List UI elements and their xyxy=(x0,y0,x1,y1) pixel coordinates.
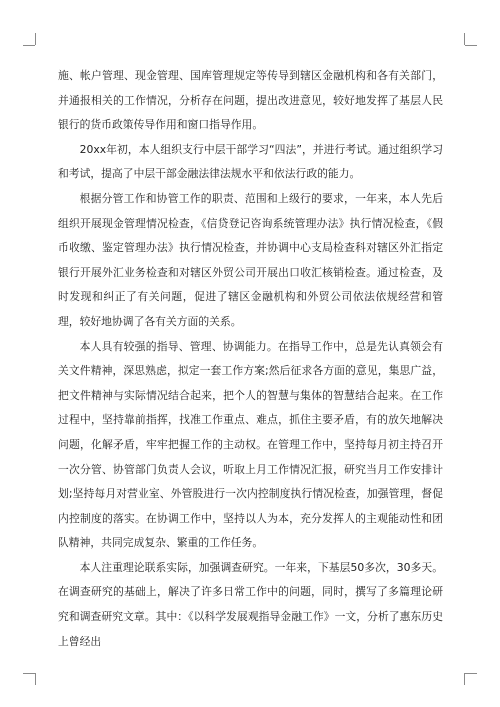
document-body xyxy=(58,64,443,654)
paragraph: 本人具有较强的指导、管理、协调能力。在指导工作中，总是先认真领会有关文件精神，深思熟虑，拟定一套工作方案;然后征求各方面的意见，集思广益，把文件精神与实际情况结合起来，把个人的智慧与集体的智慧结合起来。在工作过程中，坚持靠前指挥，找准工作重点、难点，抓住主要矛盾，有的放矢地解决问题，化解矛盾，牢牢把握工作的主动权。在管理工作中，坚持每月初主持召开一次分管、协管部门负责人会议，听取上月工作情况汇报，研究当月工作安排计划;坚持每月对营业室、外管股进行一次内控制度执行情况检查，加强管理，督促内控制度的落实。在协调工作中，坚持以人为本，充分发挥人的主观能动性和团队精神，共同完成复杂、繁重的工作任务。 xyxy=(58,339,443,550)
paragraph: 20xx年初，本人组织支行中层干部学习“四法”，并进行考试。通过组织学习和考试，提高了中层干部金融法律法规水平和依法行政的能力。 xyxy=(58,142,443,181)
paragraph: 本人注重理论联系实际，加强调查研究。一年来，下基层50多次，30多天。在调查研究的基础上，解决了许多日常工作中的问题，同时，撰写了多篇理论研究和调查研究文章。其中：《以科学发展观指导金融工作》一文，分析了惠东历史上曾经出 xyxy=(58,560,443,648)
paragraph: 施、帐户管理、现金管理、国库管理规定等传导到辖区金融机构和各有关部门，并通报相关的工作情况，分析存在问题，提出改进意见，较好地发挥了基层人民银行的货币政策传导作用和窗口指导作用。 xyxy=(58,69,443,132)
paragraph: 根据分管工作和协管工作的职责、范围和上级行的要求，一年来，本人先后组织开展现金管理情况检查，《信贷登记咨询系统管理办法》执行情况检查，《假币收缴、鉴定管理办法》执行情况检查，并协调中心支局检查科对辖区外汇指定银行开展外汇业务检查和对辖区外贸公司开展出口收汇核销检查。通过检查，及时发现和纠正了有关问题，促进了辖区金融机构和外贸公司依法依规经营和管理，较好地协调了各有关方面的关系。 xyxy=(58,191,443,328)
